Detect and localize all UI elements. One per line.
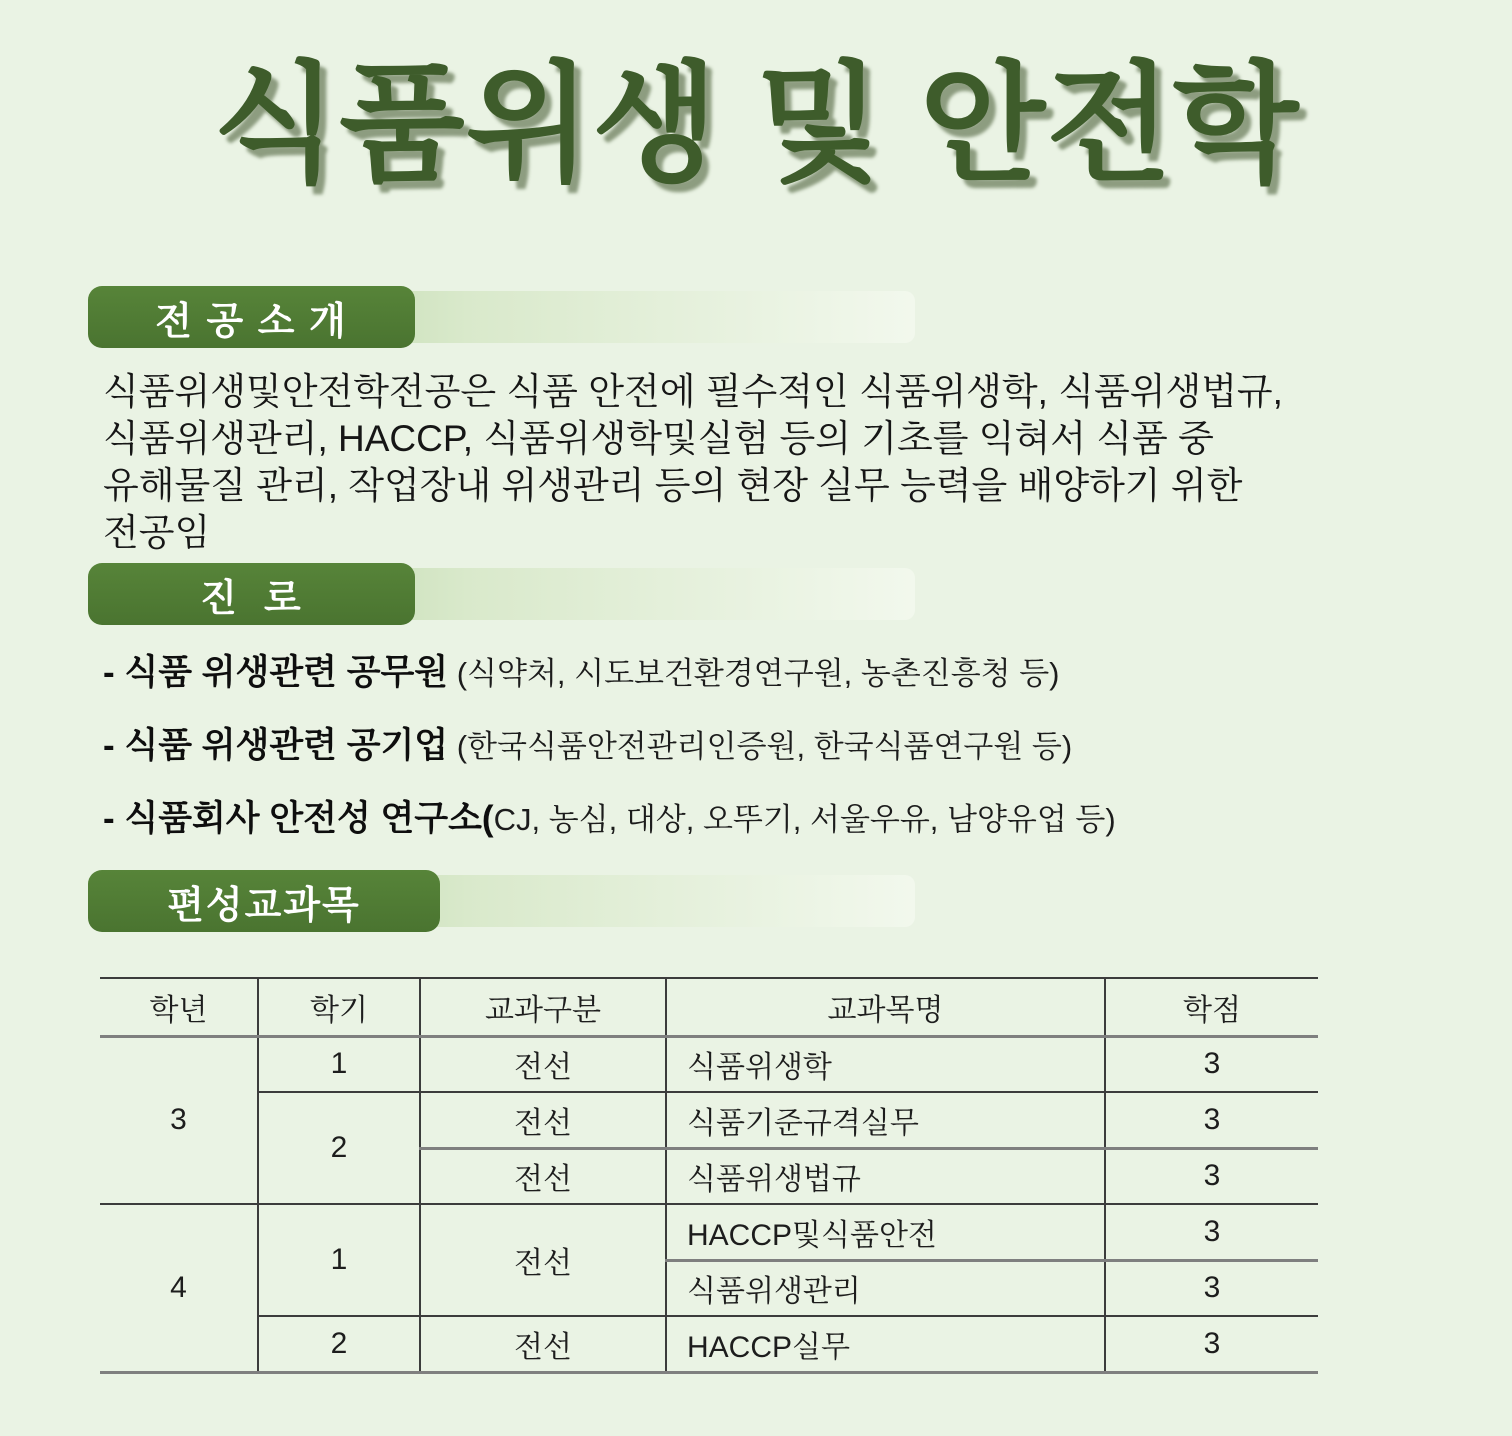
cell-semester: 1 [258,1036,420,1092]
curriculum-table [100,977,1318,1374]
career-item-detail: (한국식품안전관리인증원, 한국식품연구원 등) [448,729,1073,764]
cell-credits: 3 [1105,1148,1318,1204]
col-header-year: 학년 [100,978,258,1036]
table-row [100,1092,1318,1148]
intro-badge [88,286,415,348]
cell-year: 4 [100,1204,258,1372]
career-item-detail: (식약처, 시도보건환경연구원, 농촌진흥청 등) [448,656,1060,691]
cell-category: 전선 [420,1036,666,1092]
section-header-career [88,563,915,625]
intro-paragraph [103,368,1433,556]
career-item-lead: - 식품 위생관련 공기업 [103,726,449,765]
cell-course: 식품기준규격실무 [666,1092,1105,1148]
col-header-category: 교과구분 [420,978,666,1036]
cell-category: 전선 [420,1316,666,1372]
cell-semester: 1 [258,1204,420,1316]
cell-course: 식품위생학 [666,1036,1105,1092]
cell-course: HACCP및식품안전 [666,1204,1105,1260]
cell-category: 전선 [420,1092,666,1148]
col-header-semester: 학기 [258,978,420,1036]
section-header-curriculum [88,870,915,932]
cell-credits: 3 [1105,1316,1318,1372]
cell-course: 식품위생관리 [666,1260,1105,1316]
cell-semester: 2 [258,1092,420,1204]
col-header-course: 교과목명 [666,978,1105,1036]
career-item-public-enterprise [103,724,1512,769]
career-item-research-institute [103,797,1512,842]
career-item-detail: CJ, 농심, 대상, 오뚜기, 서울우유, 남양유업 등) [493,802,1116,837]
cell-course: HACCP실무 [666,1316,1105,1372]
intro-line: 전공임 [103,512,211,553]
intro-badge-label: 전 공 소 개 [155,300,348,343]
table-header-row [100,978,1318,1036]
page-title: 식품위생 및 안전학 [212,51,1300,197]
career-list [103,651,1512,842]
cell-credits: 3 [1105,1260,1318,1316]
cell-credits: 3 [1105,1036,1318,1092]
cell-course: 식품위생법규 [666,1148,1105,1204]
career-item-lead: - 식품 위생관련 공무원 [103,653,449,692]
career-item-lead: - 식품회사 안전성 연구소( [103,799,494,838]
curriculum-badge [88,870,440,932]
cell-credits: 3 [1105,1204,1318,1260]
cell-credits: 3 [1105,1092,1318,1148]
cell-category: 전선 [420,1148,666,1204]
cell-year: 3 [100,1036,258,1204]
section-header-intro [88,286,915,348]
career-badge [88,563,415,625]
career-badge-label: 진 로 [200,577,303,620]
intro-line: 유해물질 관리, 작업장내 위생관리 등의 현장 실무 능력을 배양하기 위한 [103,465,1243,506]
career-item-civil-servant [103,651,1512,696]
cell-category: 전선 [420,1204,666,1316]
intro-line: 식품위생및안전학전공은 식품 안전에 필수적인 식품위생학, 식품위생법규, [103,371,1283,412]
table-row [100,1316,1318,1372]
col-header-credits: 학점 [1105,978,1318,1036]
intro-line: 식품위생관리, HACCP, 식품위생학및실험 등의 기초를 익혀서 식품 중 [103,418,1214,459]
cell-semester: 2 [258,1316,420,1372]
table-row [100,1036,1318,1092]
curriculum-badge-label: 편성교과목 [167,884,361,927]
table-row [100,1204,1318,1260]
